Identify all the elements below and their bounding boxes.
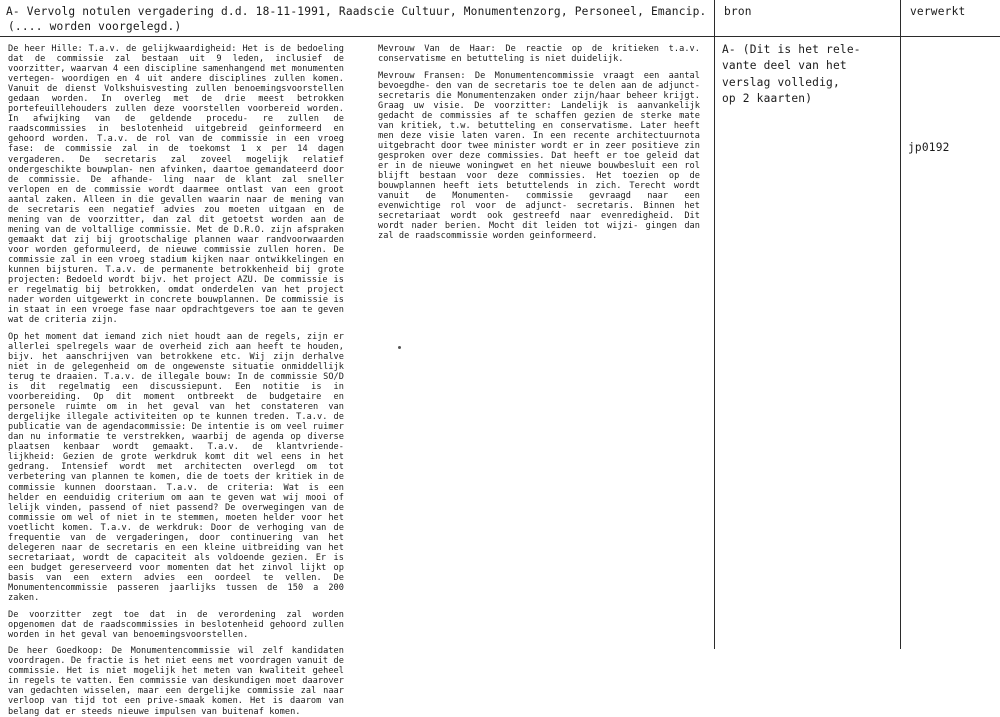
- verwerkt-value: jp0192: [908, 141, 950, 154]
- paragraph: Mevrouw Van de Haar: De reactie op de kritieken t.a.v. conservatisme en betutteling is niet duidelijk.: [378, 44, 700, 65]
- column-header-verwerkt: verwerkt: [910, 5, 966, 18]
- paragraph: De voorzitter zegt toe dat in de verordening zal worden opgenomen dat de raadscommissies in beslotenheid gehoord zullen worden in het geval van benoemingsvoorstellen.: [8, 609, 344, 640]
- paragraph: De heer Goedkoop: De Monumentencommissie wil zelf kandidaten voordragen. De fractie is het niet eens met voordragen vanuit de commissie. Het is niet mogelijk het meten van kwaliteit geheel in regels te vatten. Een commissie van deskundigen moet daarover van gedachten wisselen, maar een dergelijke commissie zal naar verloop van tijd tot een prive-smaak komen. Het is daarom van belang dat er steeds nieuwe impulsen van buitenaf komen.: [8, 646, 344, 717]
- annotation-line: vante deel van het: [722, 59, 847, 73]
- annotation-line: A- (Dit is het rele-: [722, 43, 861, 56]
- paper-speck: [398, 346, 401, 349]
- annotation-line: op 2 kaarten): [722, 92, 813, 106]
- bron-annotation: [722, 42, 894, 108]
- paragraph: Mevrouw Fransen: De Monumentencommissie vraagt een aantal bevoegdhe- den van de secretaris toe te delen aan de adjunct-secretaris die Monumentenzaken onder zijn/haar beheer krijgt. Graag uw visie. De voorzitter: Landelijk is aanvankelijk gedacht de commissies af te schaffen gezien de sterke mate van kritiek, t.w. betutteling en conservatisme. Later heeft men deze visie laten varen. In een recente architectuurnota uitgebracht door twee minister wordt er in zeer positieve zin gesproken over deze commissies. Dat heeft er toe geleid dat er in de nieuwe woningwet en het nieuwe bouwbesluit een rol blijft bestaan voor deze commissies. Het toezien op de bouwplannen heeft iets betuttelends in zich. Terecht wordt vanuit de Monumenten- commissie gevraagd naar een evenwichtige rol voor de adjunct- secretaris. Binnen het secretariaat wordt ook gestreefd naar evenredigheid. Dit wordt nader berien. Mocht dit leiden tot wijzi- gingen dan zal de raadscommissie worden geinformeerd.: [378, 70, 700, 242]
- document-header: [6, 4, 994, 34]
- header-divider: [0, 36, 1000, 37]
- column-divider-bron: [714, 0, 715, 649]
- middle-text-column: [378, 44, 700, 241]
- header-title-line1: A- Vervolg notulen vergadering d.d. 18-11-1991, Raadscie Cultuur, Monumentenzorg, Personeel, Emancip.: [6, 5, 707, 18]
- column-header-bron: bron: [724, 5, 752, 18]
- column-divider-verwerkt: [900, 0, 901, 649]
- annotation-line: verslag volledig,: [722, 75, 840, 89]
- left-text-column: [8, 44, 344, 717]
- paragraph: De heer Hille: T.a.v. de gelijkwaardigheid: Het is de bedoeling dat de commissie zal bestaan uit 9 leden, inclusief de voorzitter, waarvan 4 een discipline samenhangend met monumenten vertegen- woordigen en 4 uit andere disciplines zullen komen. Vanuit de dienst Volkshuisvesting zullen benoemingsvoorstellen gedaan worden. In overleg met de drie meest betrokken portefeuillehouders zullen deze voorstellen voorbereid worden. In afwijking van de geldende procedu- re zullen de raadscommissies in beslotenheid uitgebreid geinformeerd en gehoord worden. T.a.v. de rol van de commissie in een vroeg fase: de commissie zal in de toekomst 1 x per 14 dagen vergaderen. De secretaris zal zoveel mogelijk relatief ondergeschikte bouwplan- nen afvinken, daartoe gemandateerd door de commissie. De afhande- ling naar de klant zal sneller verlopen en de commissie wordt daarmee ontlast van een groot aantal zaken. Alleen in die gevallen waarin naar de mening van de secretaris een negatief advies zou moeten uitgaan en de mening van de voorzitter, dan zal dit getoetst worden aan de mening van de voltallige commissie. Met de D.R.O. zijn afspraken gemaakt dat zij bij grootschalige plannen waar randvoorwaarden voor worden geformuleerd, de nieuwe commissie zullen horen. De commissie zal in een vroeg stadium kijken naar ontwikkelingen en kunnen bijsturen. T.a.v. de permanente betrokkenheid bij grote projecten: Bedoeld wordt bijv. het project AZU. De commissie is er regelmatig bij betrokken, omdat onderdelen van het project nader worden uitgewerkt in concrete bouwplannen. De commissie is in staat in een vroege fase naar opdrachtgevers toe aan te geven wat de criteria zijn.: [8, 44, 344, 326]
- paragraph: Op het moment dat iemand zich niet houdt aan de regels, zijn er allerlei spelregels waar de overheid zich aan heeft te houden, bijv. het aanschrijven van betrokkene etc. Wij zijn derhalve niet in de gelegenheid om de ongewenste situatie onmiddellijk terug te draaien. T.a.v. de illegale bouw: In de commissie SO/D is dit regelmatig een discussiepunt. Een notitie is in voorbereiding. Op dit moment ontbreekt de budgetaire en personele ruimte om in het geval van het constateren van dergelijke illegale activiteiten op te kunnen treden. T.a.v. de publicatie van de agendacommissie: De intentie is om veel ruimer dan nu informatie te verstrekken, waarbij de agenda op diverse plaatsen kenbaar wordt gemaakt. T.a.v. de klantvriende- lijkheid: Gezien de grote werkdruk komt dit wel eens in het gedrang. Intensief wordt met architecten overlegd om tot verbetering van plannen te komen, die de toets der kritiek in de commissie kunnen doorstaan. T.a.v. de criteria: Wat is een helder en eenduidig criterium om aan te geven wat wij mooi of lelijk vinden, passend of niet passend? De overwegingen van de commissie om wel of niet in te stemmen, moeten helder voor het voetlicht komen. T.a.v. de werkdruk: Door de verhoging van de frequentie van de vergaderingen, door continuering van het delegeren naar de secretaris en een kleine uitbreiding van het secretariaat, wordt de capaciteit als voldoende gezien. Er is een budget gereserveerd voor momenten dat het zinvol lijkt op basis van een extern advies een oordeel te vellen. De Monumentencommissie passeren jaarlijks tussen de 150 a 200 zaken.: [8, 331, 344, 604]
- header-title-line2: (.... worden voorgelegd.): [8, 20, 182, 33]
